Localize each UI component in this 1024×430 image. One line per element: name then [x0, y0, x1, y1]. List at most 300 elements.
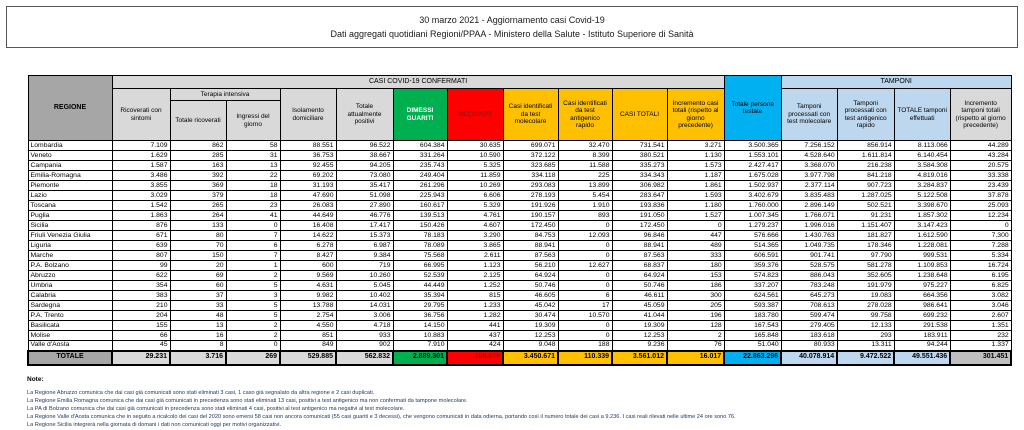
value-cell: 45.059	[612, 301, 667, 311]
value-cell: 183.780	[724, 311, 781, 321]
value-cell: 49.551.436	[894, 351, 950, 365]
value-cell: 562.832	[336, 351, 393, 365]
value-cell: 25.093	[950, 201, 1011, 211]
value-cell: 10.883	[393, 331, 447, 341]
header-persone-testate: Totale persone testate	[724, 76, 781, 141]
value-cell: 6.195	[950, 271, 1011, 281]
value-cell: 10.570	[558, 311, 612, 321]
value-cell: 66	[112, 331, 170, 341]
value-cell: 188	[558, 341, 612, 351]
value-cell: 6.825	[950, 281, 1011, 291]
value-cell: 94.205	[336, 161, 393, 171]
value-cell: 3.082	[950, 291, 1011, 301]
region-cell: Umbria	[28, 281, 112, 291]
value-cell: 27.890	[336, 201, 393, 211]
table-row	[28, 271, 1011, 281]
header-casi-test-molecolare: Casi identificati da test molecolare	[503, 89, 558, 141]
value-cell: 261.296	[393, 181, 447, 191]
value-cell: 30.474	[503, 311, 558, 321]
value-cell: 902	[336, 341, 393, 351]
value-cell: 379	[170, 191, 226, 201]
value-cell: 8.399	[558, 151, 612, 161]
value-cell: 172.450	[503, 221, 558, 231]
header-casi-totali: CASI TOTALI	[612, 89, 667, 141]
value-cell: 9.048	[503, 341, 558, 351]
value-cell: 17	[558, 301, 612, 311]
value-cell: 383	[112, 291, 170, 301]
report-subtitle: Dati aggregati quotidiani Regioni/PPAA - Ministero della Salute - Istituto Superiore di Sanità	[330, 29, 694, 39]
value-cell: 128	[667, 321, 724, 331]
table-row	[28, 201, 1011, 211]
value-cell: 36.753	[280, 151, 336, 161]
value-cell: 783.248	[781, 281, 837, 291]
value-cell: 13.899	[558, 181, 612, 191]
value-cell: 92.455	[280, 161, 336, 171]
region-cell: Abruzzo	[28, 271, 112, 281]
value-cell: 205	[667, 301, 724, 311]
value-cell: 3.500.365	[724, 141, 781, 151]
value-cell: 150	[170, 251, 226, 261]
value-cell: 441	[447, 321, 503, 331]
totale-row	[28, 351, 1011, 365]
value-cell: 36.756	[393, 311, 447, 321]
value-cell: 191.926	[503, 201, 558, 211]
value-cell: 622	[112, 271, 170, 281]
value-cell: 841.218	[837, 171, 894, 181]
value-cell: 167.543	[724, 321, 781, 331]
value-cell: 3.398.670	[894, 201, 950, 211]
value-cell: 5.329	[447, 201, 503, 211]
value-cell: 331.264	[393, 151, 447, 161]
value-cell: 190.157	[503, 211, 558, 221]
value-cell: 359.376	[724, 261, 781, 271]
value-cell: 489	[667, 241, 724, 251]
value-cell: 78.089	[393, 241, 447, 251]
value-cell: 2	[226, 321, 280, 331]
value-cell: 204	[112, 311, 170, 321]
table-row	[28, 341, 1011, 351]
value-cell: 1	[226, 261, 280, 271]
value-cell: 1.228.081	[894, 241, 950, 251]
value-cell: 529.885	[280, 351, 336, 365]
value-cell: 8.113.066	[894, 141, 950, 151]
value-cell: 0	[558, 331, 612, 341]
value-cell: 279.405	[781, 321, 837, 331]
value-cell: 73.080	[336, 171, 393, 181]
value-cell: 12.253	[612, 331, 667, 341]
header-regione: REGIONE	[28, 76, 112, 141]
value-cell: 19.309	[612, 321, 667, 331]
value-cell: 183.618	[781, 331, 837, 341]
value-cell: 0	[558, 271, 612, 281]
value-cell: 32.470	[558, 141, 612, 151]
value-cell: 10.269	[447, 181, 503, 191]
value-cell: 35.417	[336, 181, 393, 191]
region-cell: Piemonte	[28, 181, 112, 191]
value-cell: 581.278	[837, 261, 894, 271]
value-cell: 99	[112, 261, 170, 271]
table-row	[28, 241, 1011, 251]
table-body	[28, 141, 1011, 365]
value-cell: 283.647	[612, 191, 667, 201]
value-cell: 99.758	[837, 311, 894, 321]
value-cell: 23.439	[950, 181, 1011, 191]
value-cell: 191.979	[837, 281, 894, 291]
value-cell: 265	[170, 201, 226, 211]
value-cell: 334.343	[612, 171, 667, 181]
value-cell: 5.334	[950, 251, 1011, 261]
value-cell: 2.889.301	[393, 351, 447, 365]
value-cell: 46.776	[336, 211, 393, 221]
region-cell: Toscana	[28, 201, 112, 211]
value-cell: 600	[280, 261, 336, 271]
value-cell: 41	[226, 211, 280, 221]
value-cell: 645.273	[781, 291, 837, 301]
value-cell: 40.078.914	[781, 351, 837, 365]
value-cell: 33	[170, 301, 226, 311]
value-cell: 178.346	[837, 241, 894, 251]
value-cell: 88.551	[280, 141, 336, 151]
value-cell: 110.339	[558, 351, 612, 365]
value-cell: 9.982	[280, 291, 336, 301]
note-line: La Regione Sicilia integrerà nella giornata di domani i dati non comunicati oggi per motivi organizzativi.	[27, 422, 282, 429]
table-row	[28, 221, 1011, 231]
value-cell: 44.289	[950, 141, 1011, 151]
value-cell: 18	[226, 181, 280, 191]
value-cell: 293.083	[503, 181, 558, 191]
value-cell: 424	[447, 341, 503, 351]
value-cell: 97.790	[837, 251, 894, 261]
value-cell: 291.538	[894, 321, 950, 331]
value-cell: 574.823	[724, 271, 781, 281]
value-cell: 0	[558, 321, 612, 331]
value-cell: 301.451	[950, 351, 1011, 365]
region-cell: Sicilia	[28, 221, 112, 231]
value-cell: 2	[667, 331, 724, 341]
value-cell: 599.474	[781, 311, 837, 321]
value-cell: 886.043	[781, 271, 837, 281]
value-cell: 3.402.679	[724, 191, 781, 201]
value-cell: 1.910	[558, 201, 612, 211]
value-cell: 1.130	[667, 151, 724, 161]
value-cell: 0	[226, 221, 280, 231]
value-cell: 76	[667, 341, 724, 351]
value-cell: 5	[226, 281, 280, 291]
value-cell: 13.788	[280, 301, 336, 311]
value-cell: 35.394	[393, 291, 447, 301]
header-terapia-intensiva: Terapia intensiva	[170, 89, 280, 101]
table-row	[28, 251, 1011, 261]
value-cell: 528.575	[781, 261, 837, 271]
value-cell: 16.017	[667, 351, 724, 365]
value-cell: 69	[170, 271, 226, 281]
value-cell: 80.933	[781, 341, 837, 351]
header-isolamento-domiciliare: Isolamento domiciliare	[280, 89, 336, 141]
header-dimessi-guariti: DIMESSI GUARITI	[393, 89, 447, 141]
value-cell: 163	[170, 161, 226, 171]
table-row	[28, 321, 1011, 331]
value-cell: 3.290	[447, 231, 503, 241]
notes-section	[27, 376, 1007, 430]
value-cell: 1.502.937	[724, 181, 781, 191]
value-cell: 5.122.508	[894, 191, 950, 201]
header-tamponi-molecolare: Tamponi processati con test molecolare	[781, 89, 837, 141]
value-cell: 3.006	[336, 311, 393, 321]
value-cell: 96.846	[612, 231, 667, 241]
region-cell: Veneto	[28, 151, 112, 161]
value-cell: 699.232	[894, 311, 950, 321]
value-cell: 88.941	[612, 241, 667, 251]
value-cell: 6.278	[280, 241, 336, 251]
value-cell: 354	[112, 281, 170, 291]
region-cell: Sardegna	[28, 301, 112, 311]
value-cell: 514.365	[724, 241, 781, 251]
value-cell: 0	[558, 241, 612, 251]
value-cell: 160.617	[393, 201, 447, 211]
value-cell: 64.924	[612, 271, 667, 281]
value-cell: 14.622	[280, 231, 336, 241]
value-cell: 849	[280, 341, 336, 351]
value-cell: 232	[950, 331, 1011, 341]
value-cell: 815	[447, 291, 503, 301]
value-cell: 1.049.735	[781, 241, 837, 251]
value-cell: 165.848	[724, 331, 781, 341]
value-cell: 1.675.028	[724, 171, 781, 181]
value-cell: 1.180	[667, 201, 724, 211]
header-totale-tamponi: TOTALE tamponi effettuati	[894, 89, 950, 141]
region-cell: Liguria	[28, 241, 112, 251]
header-deceduti: DECEDUTI	[447, 89, 503, 141]
value-cell: 1.233	[447, 301, 503, 311]
region-cell: Basilicata	[28, 321, 112, 331]
value-cell: 22.863.296	[724, 351, 781, 365]
note-line: La PA di Bolzano comunica che dai casi già comunicati in precedenza sono stati eliminati 4 casi, positivi al test antigenico ma negativi al test molecolare.	[27, 406, 405, 413]
value-cell: 1.629	[112, 151, 170, 161]
value-cell: 7.910	[393, 341, 447, 351]
value-cell: 193.836	[612, 201, 667, 211]
value-cell: 16.724	[950, 261, 1011, 271]
value-cell: 3.284.837	[894, 181, 950, 191]
report-date-title: 30 marzo 2021 - Aggiornamento casi Covid-19	[419, 15, 605, 25]
value-cell: 18	[226, 191, 280, 201]
value-cell: 31	[226, 151, 280, 161]
value-cell: 624.561	[724, 291, 781, 301]
value-cell: 96.522	[336, 141, 393, 151]
value-cell: 0	[558, 281, 612, 291]
value-cell: 369	[170, 181, 226, 191]
table-row	[28, 161, 1011, 171]
value-cell: 0	[558, 221, 612, 231]
value-cell: 2.754	[280, 311, 336, 321]
table-row	[28, 231, 1011, 241]
value-cell: 225	[558, 171, 612, 181]
value-cell: 5.325	[447, 161, 503, 171]
value-cell: 44.449	[393, 281, 447, 291]
value-cell: 4.718	[336, 321, 393, 331]
value-cell: 9.236	[612, 341, 667, 351]
value-cell: 16.408	[280, 221, 336, 231]
value-cell: 975.227	[894, 281, 950, 291]
table-row	[28, 141, 1011, 151]
value-cell: 3.046	[950, 301, 1011, 311]
value-cell: 196	[667, 311, 724, 321]
value-cell: 2	[226, 331, 280, 341]
header-tamponi-antigenico: Tamponi processati con test antigenico rapido	[837, 89, 894, 141]
value-cell: 48	[170, 311, 226, 321]
value-cell: 264	[170, 211, 226, 221]
value-cell: 155	[112, 321, 170, 331]
value-cell: 20.575	[950, 161, 1011, 171]
value-cell: 52.539	[393, 271, 447, 281]
note-line: La Regione Abruzzo comunica che dai casi già comunicati sono stati eliminati 3 casi, 1 caso già segnalato da altra regione e 2 casi duplicati.	[27, 390, 375, 396]
value-cell: 12.627	[558, 261, 612, 271]
value-cell: 46.605	[503, 291, 558, 301]
value-cell: 5	[226, 311, 280, 321]
value-cell: 2.611	[447, 251, 503, 261]
value-cell: 20	[170, 261, 226, 271]
value-cell: 183.911	[894, 331, 950, 341]
value-cell: 1.766.071	[781, 211, 837, 221]
region-cell: Puglia	[28, 211, 112, 221]
header-ingressi-giorno: Ingressi del giorno	[226, 101, 280, 141]
value-cell: 16	[170, 331, 226, 341]
value-cell: 6.987	[336, 241, 393, 251]
value-cell: 437	[447, 331, 503, 341]
region-cell: Campania	[28, 161, 112, 171]
value-cell: 862	[170, 141, 226, 151]
table-header	[28, 76, 1011, 141]
region-cell: P.A. Bolzano	[28, 261, 112, 271]
value-cell: 334.118	[503, 171, 558, 181]
value-cell: 45.042	[503, 301, 558, 311]
value-cell: 664.356	[894, 291, 950, 301]
value-cell: 593.387	[724, 301, 781, 311]
header-ricoverati-sintomi: Ricoverati con sintomi	[112, 89, 170, 141]
value-cell: 13.311	[837, 341, 894, 351]
value-cell: 5.045	[336, 281, 393, 291]
value-cell: 1.282	[447, 311, 503, 321]
header-group-casi-confermati: CASI COVID-19 CONFERMATI	[112, 76, 724, 89]
value-cell: 70	[170, 241, 226, 251]
value-cell: 19.309	[503, 321, 558, 331]
value-cell: 323.685	[503, 161, 558, 171]
value-cell: 708.613	[781, 301, 837, 311]
value-cell: 851	[280, 331, 336, 341]
value-cell: 150.426	[393, 221, 447, 231]
value-cell: 12.093	[558, 231, 612, 241]
value-cell: 1.760.000	[724, 201, 781, 211]
region-cell: Friuli Venezia Giulia	[28, 231, 112, 241]
value-cell: 604.384	[393, 141, 447, 151]
value-cell: 576.666	[724, 231, 781, 241]
value-cell: 13	[226, 161, 280, 171]
value-cell: 6.140.454	[894, 151, 950, 161]
value-cell: 11.588	[558, 161, 612, 171]
value-cell: 10.260	[336, 271, 393, 281]
value-cell: 84.753	[503, 231, 558, 241]
value-cell: 7.300	[950, 231, 1011, 241]
value-cell: 1.351	[950, 321, 1011, 331]
value-cell: 3.450.671	[503, 351, 558, 365]
value-cell: 19.083	[837, 291, 894, 301]
region-cell: TOTALE	[28, 351, 112, 365]
value-cell: 10.402	[336, 291, 393, 301]
notes-list	[27, 389, 1007, 430]
value-cell: 4.528.640	[781, 151, 837, 161]
value-cell: 225.943	[393, 191, 447, 201]
value-cell: 5	[226, 301, 280, 311]
value-cell: 9.569	[280, 271, 336, 281]
value-cell: 7.109	[112, 141, 170, 151]
value-cell: 1.553.101	[724, 151, 781, 161]
value-cell: 2.377.114	[781, 181, 837, 191]
value-cell: 58	[226, 141, 280, 151]
header-incremento-casi: Incremento casi totali (rispetto al giorno precedente)	[667, 89, 724, 141]
value-cell: 1.279.237	[724, 221, 781, 231]
value-cell: 269	[226, 351, 280, 365]
value-cell: 87.563	[503, 251, 558, 261]
value-cell: 1.287.025	[837, 191, 894, 201]
value-cell: 8	[170, 341, 226, 351]
value-cell: 1.593	[667, 191, 724, 201]
value-cell: 249.404	[393, 171, 447, 181]
table-row	[28, 261, 1011, 271]
value-cell: 4.631	[280, 281, 336, 291]
value-cell: 606.591	[724, 251, 781, 261]
table-row	[28, 211, 1011, 221]
value-cell: 807	[112, 251, 170, 261]
value-cell: 68.837	[612, 261, 667, 271]
value-cell: 3.029	[112, 191, 170, 201]
value-cell: 306.982	[612, 181, 667, 191]
value-cell: 41.044	[612, 311, 667, 321]
region-cell: Calabria	[28, 291, 112, 301]
value-cell: 23	[226, 201, 280, 211]
table-row	[28, 151, 1011, 161]
value-cell: 66.995	[393, 261, 447, 271]
value-cell: 293	[837, 331, 894, 341]
value-cell: 719	[336, 261, 393, 271]
value-cell: 7.288	[950, 241, 1011, 251]
value-cell: 80	[170, 231, 226, 241]
value-cell: 907.723	[837, 181, 894, 191]
value-cell: 186	[667, 281, 724, 291]
value-cell: 2.896.149	[781, 201, 837, 211]
value-cell: 172.450	[612, 221, 667, 231]
value-cell: 1.861	[667, 181, 724, 191]
value-cell: 447	[667, 231, 724, 241]
value-cell: 12.133	[837, 321, 894, 331]
value-cell: 13	[170, 321, 226, 331]
value-cell: 26.083	[280, 201, 336, 211]
value-cell: 1.151.407	[837, 221, 894, 231]
value-cell: 1.542	[112, 201, 170, 211]
value-cell: 37	[170, 291, 226, 301]
value-cell: 1.527	[667, 211, 724, 221]
value-cell: 7	[226, 251, 280, 261]
value-cell: 11.859	[447, 171, 503, 181]
value-cell: 181.827	[837, 231, 894, 241]
table-row	[28, 331, 1011, 341]
value-cell: 285	[170, 151, 226, 161]
value-cell: 78.183	[393, 231, 447, 241]
value-cell: 3.147.423	[894, 221, 950, 231]
value-cell: 180	[667, 261, 724, 271]
value-cell: 7	[226, 231, 280, 241]
value-cell: 14.031	[336, 301, 393, 311]
value-cell: 1.611.814	[837, 151, 894, 161]
value-cell: 4.761	[447, 211, 503, 221]
